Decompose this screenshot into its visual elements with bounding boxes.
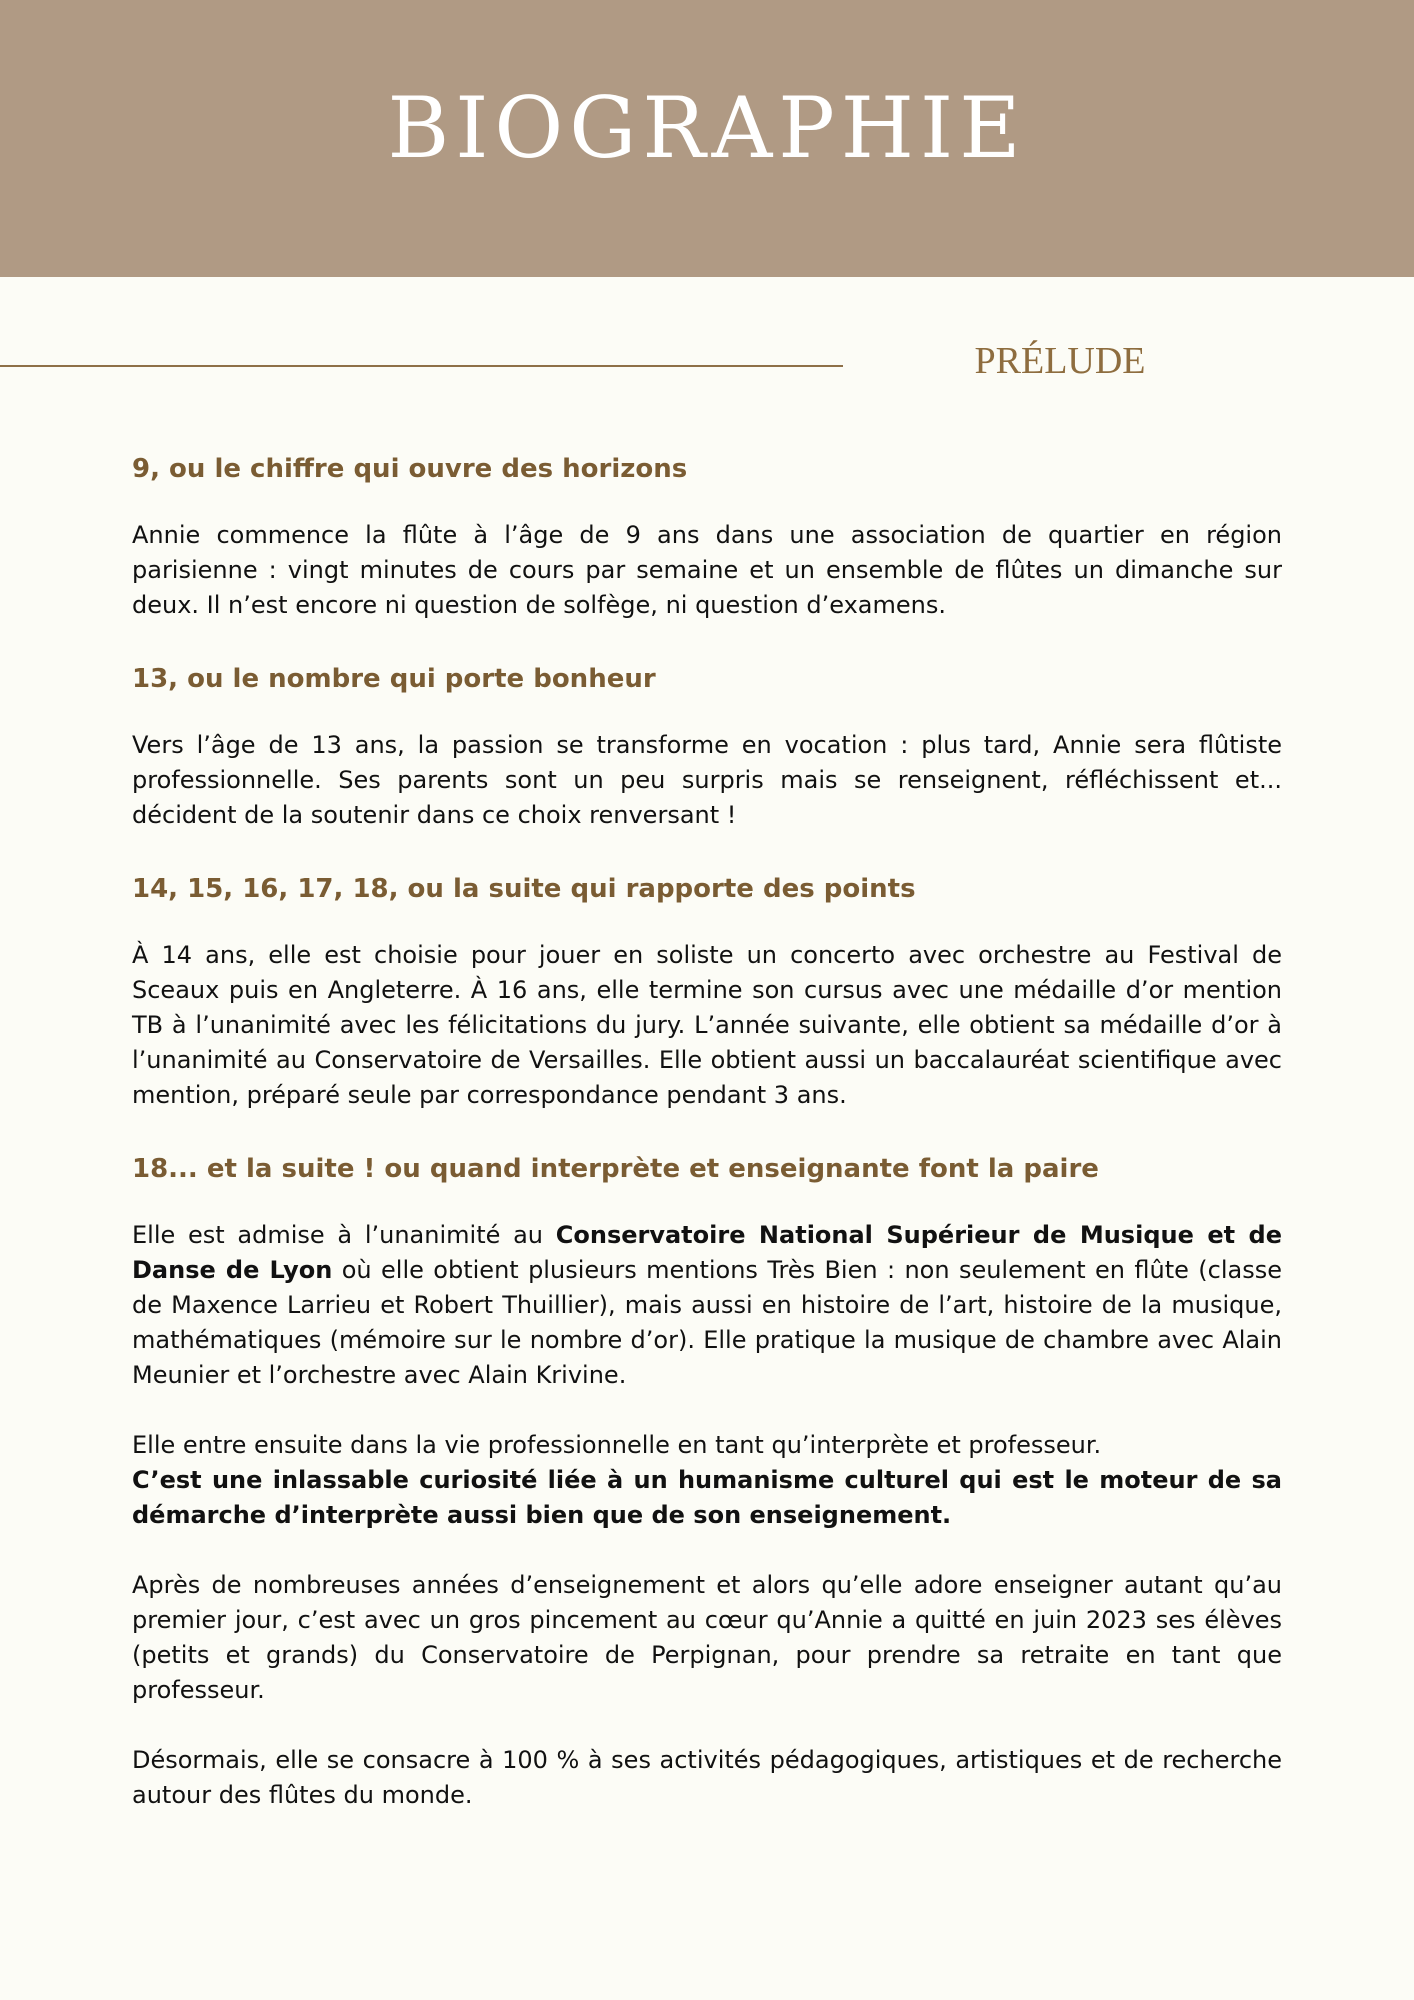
paragraph-retirement: Après de nombreuses années d’enseignement et alors qu’elle adore enseigner autant qu’au premier jour, c’est avec un gros pincement au cœur qu’Annie a quitté en juin 2023 ses élèves (petits et grands) du Conservatoire de Perpignan, pour prendre sa retraite en tant que professeur.	[132, 1571, 1282, 1704]
page-title: BIOGRAPHIE	[387, 79, 1027, 177]
paragraph-conservatoire-lyon	[132, 1218, 1282, 1393]
paragraph-curiosity-statement: C’est une inlassable curiosité liée à un humanisme culturel qui est le moteur de sa démarche d’interprète aussi bien que de son enseignement.	[132, 1466, 1282, 1529]
header-band	[0, 0, 1414, 277]
paragraph-conservatoire-lyon-intro: Elle est admise à l’unanimité au	[132, 1221, 556, 1249]
biography-content	[132, 446, 1282, 1813]
paragraph-age-13: Vers l’âge de 13 ans, la passion se transforme en vocation : plus tard, Annie sera flûtiste professionnelle. Ses parents sont un peu surpris mais se renseignent, réfléchissent et... décident de la soutenir dans ce choix renversant !	[132, 731, 1282, 829]
paragraph-professional-life: Elle entre ensuite dans la vie professionnelle en tant qu’interprète et professeur.	[132, 1431, 1102, 1459]
section-heading-age-9: 9, ou le chiffre qui ouvre des horizons	[132, 454, 688, 484]
section-divider-line	[0, 365, 843, 367]
section-heading-age-13: 13, ou le nombre qui porte bonheur	[132, 664, 656, 694]
section-heading-age-14-18: 14, 15, 16, 17, 18, ou la suite qui rapporte des points	[132, 874, 916, 904]
conservatoire-lyon-name: Conservatoire National Supérieur de Musique et de Danse de Lyon	[132, 1221, 1282, 1284]
section-heading-age-18-plus: 18... et la suite ! ou quand interprète et enseignante font la paire	[132, 1154, 1099, 1184]
paragraph-conservatoire-lyon-rest: où elle obtient plusieurs mentions Très Bien : non seulement en flûte (classe de Maxence Larrieu et Robert Thuillier), mais aussi en histoire de l’art, histoire de la musique, mathématiques (mémoire sur le nombre d’or). Elle pratique la musique de chambre avec Alain Meunier et l’orchestre avec Alain Krivine.	[132, 1256, 1282, 1389]
paragraph-current-activities: Désormais, elle se consacre à 100 % à ses activités pédagogiques, artistiques et de recherche autour des flûtes du monde.	[132, 1746, 1282, 1809]
paragraph-age-9: Annie commence la flûte à l’âge de 9 ans dans une association de quartier en région parisienne : vingt minutes de cours par semaine et un ensemble de flûtes un dimanche sur deux. Il n’est encore ni question de solfège, ni question d’examens.	[132, 521, 1282, 619]
section-label: PRÉLUDE	[974, 340, 1146, 382]
paragraph-age-14-18: À 14 ans, elle est choisie pour jouer en soliste un concerto avec orchestre au Festival de Sceaux puis en Angleterre. À 16 ans, elle termine son cursus avec une médaille d’or mention TB à l’unanimité avec les félicitations du jury. L’année suivante, elle obtient sa médaille d’or à l’unanimité au Conservatoire de Versailles. Elle obtient aussi un baccalauréat scientifique avec mention, préparé seule par correspondance pendant 3 ans.	[132, 941, 1282, 1109]
